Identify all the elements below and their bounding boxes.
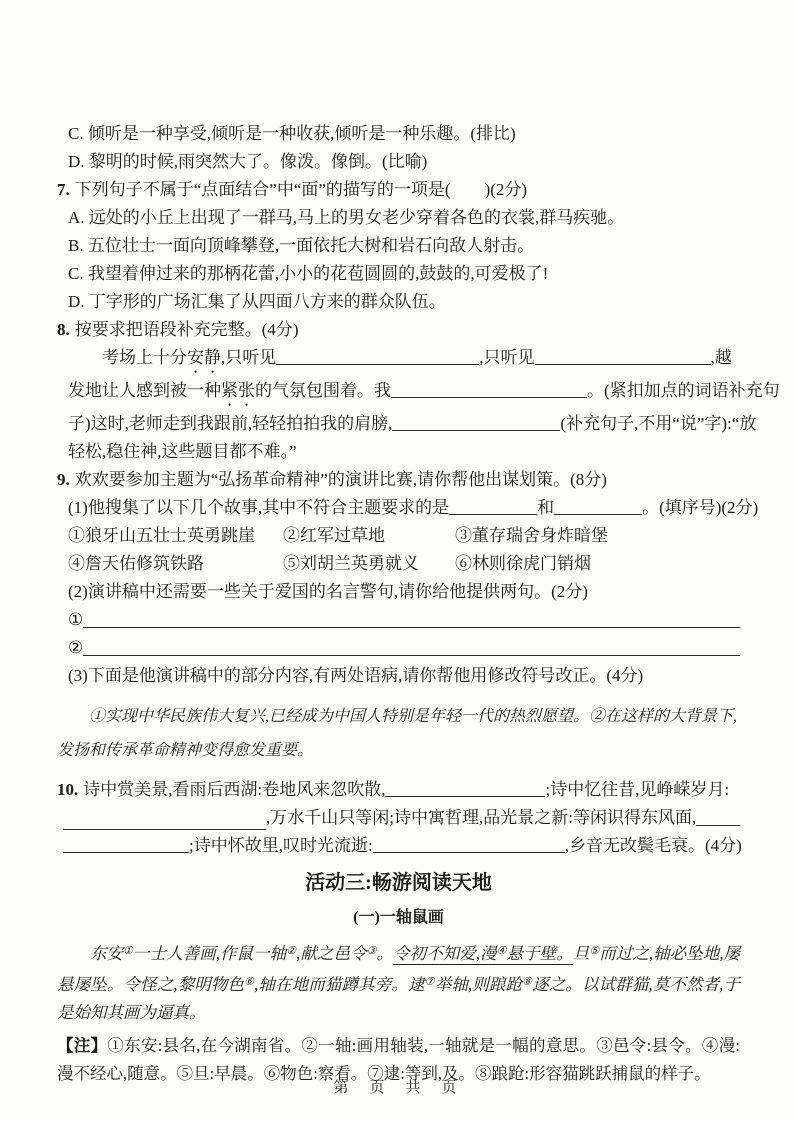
question-9-answer-line-1 — [57, 606, 740, 634]
answer-label-1: ① — [68, 610, 84, 629]
activity-3-heading — [57, 870, 740, 896]
emphasized-word: 安静 — [187, 348, 221, 367]
question-7-option-b — [57, 232, 740, 260]
question-9-sub-3 — [57, 662, 740, 690]
passage-text: 逐之。以试群猫,莫不然者,于是始知其画为逼真。 — [57, 975, 741, 1022]
option-c-text: C. 倾听是一种享受,倾听是一种收获,倾听是一种乐趣。(排比) — [68, 124, 516, 143]
question-9-answer-line-2 — [57, 634, 740, 662]
underlined-passage-text — [393, 944, 573, 965]
question-9-stories-row-2 — [57, 550, 740, 578]
para-text: 考场上十分 — [102, 348, 187, 367]
question-7-number: 7. — [57, 180, 70, 199]
question-10-line-1 — [57, 776, 740, 804]
reading-1-title: (一)一轴鼠画 — [353, 909, 444, 926]
passage-text: ,献之邑令 — [296, 944, 367, 963]
answer-blank — [391, 384, 587, 398]
para-text: 轻松,稳住神,这些题目都不难。” — [68, 442, 297, 461]
passage-text: 东安 — [90, 944, 124, 963]
question-10-text: ,万水千山只等闲;诗中寓哲理,品光景之新:等闲识得东风面, — [266, 808, 697, 827]
answer-blank — [276, 351, 479, 365]
question-8-para-line-3 — [57, 410, 757, 438]
story-item-6: ⑥林则徐虎门销烟 — [455, 554, 591, 573]
answer-blank — [392, 417, 560, 431]
option-line-c — [57, 120, 740, 148]
classical-passage — [57, 937, 740, 1027]
passage-text: 。 — [376, 944, 394, 963]
question-7-title — [57, 176, 740, 204]
sub-question-text: (2)演讲稿中还需要一些关于爱国的名言警句,请你给他提供两句。(2分) — [68, 582, 588, 601]
para-text: 子)这时,老师走到我跟前,轻轻拍拍我的肩膀, — [68, 414, 393, 433]
question-10-text: ;诗中忆往昔,见峥嵘岁月: — [545, 780, 730, 799]
para-text: ,只听见 — [221, 348, 277, 367]
note-ref-2: ② — [286, 945, 297, 957]
answer-blank — [373, 839, 565, 853]
page-footer — [0, 1076, 793, 1097]
question-7-option-c — [57, 260, 740, 288]
question-9-essay-line-1 — [57, 700, 740, 734]
reading-1-heading — [57, 906, 740, 930]
question-8-title — [57, 316, 740, 344]
option-line-d — [57, 148, 740, 176]
passage-text: 旦 — [572, 944, 590, 963]
passage-text: 悬于壁。 — [506, 944, 573, 963]
question-8-para-line-1 — [57, 344, 740, 377]
sub-question-text: (1)他搜集了以下几个故事,其中不符合主题要求的是 — [68, 498, 450, 517]
sub-question-text: 和 — [537, 498, 555, 517]
question-8-para-line-4 — [57, 438, 740, 466]
passage-text: ,轴在地而猫蹲其旁。逮 — [254, 975, 425, 994]
question-9-title — [57, 466, 740, 494]
question-8-text: 按要求把语段补充完整。(4分) — [74, 320, 299, 339]
question-7-text: 下列句子不属于“点面结合”中“面”的描写的一项是( )(2分) — [74, 180, 528, 199]
passage-text: 令初不知爱,漫 — [393, 944, 497, 963]
answer-label-2: ② — [68, 638, 84, 657]
question-10-text: ;诗中怀故里,叹时光流逝: — [189, 836, 373, 855]
question-10-line-2 — [57, 804, 740, 832]
para-text: 的气氛包围着。我 — [255, 381, 391, 400]
option-a-text: A. 远处的小丘上出现了一群马,马上的男女老少穿着各色的衣裳,群马疾驰。 — [68, 208, 625, 227]
option-d-text: D. 黎明的时候,雨突然大了。像泼。像倒。(比喻) — [68, 152, 428, 171]
question-9-stories-row-1 — [57, 522, 740, 550]
exam-content — [57, 120, 780, 1088]
story-item-2: ②红军过草地 — [283, 526, 385, 545]
passage-text: 一士人善画,作鼠一轴 — [133, 944, 287, 963]
note-ref-3: ③ — [366, 945, 377, 957]
answer-blank — [449, 501, 537, 515]
note-ref-6: ⑥ — [244, 976, 255, 988]
question-9-sub-1 — [57, 494, 759, 522]
answer-blank — [696, 804, 740, 832]
answer-blank — [83, 606, 740, 634]
notes-text: ①东安:县名,在今湖南省。②一轴:画用轴装,一轴就是一幅的意思。③邑令:县令。④漫:漫不经心,随意。⑤旦:早晨。⑥物色:察看。⑦逮:等到,及。⑧踉跄:形容猫跳跃捕鼠的样子。 — [57, 1036, 741, 1083]
question-7-option-a — [57, 204, 740, 232]
passage-text: 举轴,则踉跄 — [434, 975, 523, 994]
para-text: ,越 — [710, 348, 732, 367]
question-10-text: 诗中赏美景,看雨后西湖:卷地风来忽吹散, — [83, 780, 386, 799]
answer-blank — [554, 501, 642, 515]
answer-blank — [63, 839, 189, 853]
story-item-5: ⑤刘胡兰英勇就义 — [283, 554, 419, 573]
question-8-para-line-2 — [57, 377, 780, 410]
question-9-essay-line-2 — [57, 734, 740, 768]
question-7-option-d — [57, 288, 740, 316]
answer-blank — [385, 783, 545, 797]
emphasized-word: 紧张 — [221, 381, 255, 400]
essay-text: ①实现中华民族伟大复兴,已经成为中国人特别是年轻一代的热烈愿望。②在这样的大背景下, — [89, 708, 738, 725]
passage-text: 而过之,轴必坠地,屡悬屡坠。令怪之,黎明物色 — [57, 944, 741, 994]
answer-blank — [83, 634, 740, 662]
question-9-sub-2 — [57, 578, 740, 606]
story-item-4: ④詹天佑修筑铁路 — [68, 554, 204, 573]
question-10-text: ,乡音无改鬓毛衰。(4分) — [564, 836, 742, 855]
question-10-line-3 — [57, 832, 740, 860]
note-ref-1: ① — [123, 945, 134, 957]
option-c-text: C. 我望着伸过来的那柄花蕾,小小的花苞圆圆的,鼓鼓的,可爱极了! — [68, 264, 549, 283]
story-item-1: ①狼牙山五壮士英勇跳崖 — [68, 526, 255, 545]
question-10-number: 10. — [57, 780, 79, 799]
page-footer-text: 第 页 共 页 — [333, 1080, 460, 1096]
sub-question-text: (3)下面是他演讲稿中的部分内容,有两处语病,请你帮他用修改符号改正。(4分) — [68, 666, 644, 685]
question-9-text: 欢欢要参加主题为“弘扬革命精神”的演讲比赛,请你帮他出谋划策。(8分) — [74, 470, 607, 489]
para-text: 。(紧扣加点的词语补充句 — [587, 381, 780, 400]
note-ref-5: ⑤ — [589, 945, 600, 957]
note-ref-7: ⑦ — [424, 976, 435, 988]
notes-label: 【注】 — [57, 1036, 108, 1055]
option-d-text: D. 丁字形的广场汇集了从四面八方来的群众队伍。 — [68, 292, 446, 311]
para-text: 发地让人感到被一种 — [68, 381, 221, 400]
question-9-number: 9. — [57, 470, 70, 489]
essay-text: 发扬和传承革命精神变得愈发重要。 — [57, 742, 314, 759]
story-item-3: ③董存瑞舍身炸暗堡 — [455, 526, 608, 545]
answer-blank — [63, 816, 266, 830]
para-text: ,只听见 — [479, 348, 535, 367]
para-text: (补充句子,不用“说”字):“放 — [560, 414, 757, 433]
answer-blank — [535, 351, 711, 365]
note-ref-8: ⑧ — [522, 976, 533, 988]
question-8-number: 8. — [57, 320, 70, 339]
sub-question-text: 。(填序号)(2分) — [642, 498, 759, 517]
activity-3-title: 活动三:畅游阅读天地 — [305, 872, 492, 894]
option-b-text: B. 五位壮士一面向顶峰攀登,一面依托大树和岩石向敌人射击。 — [68, 236, 535, 255]
note-ref-4: ④ — [496, 945, 507, 957]
